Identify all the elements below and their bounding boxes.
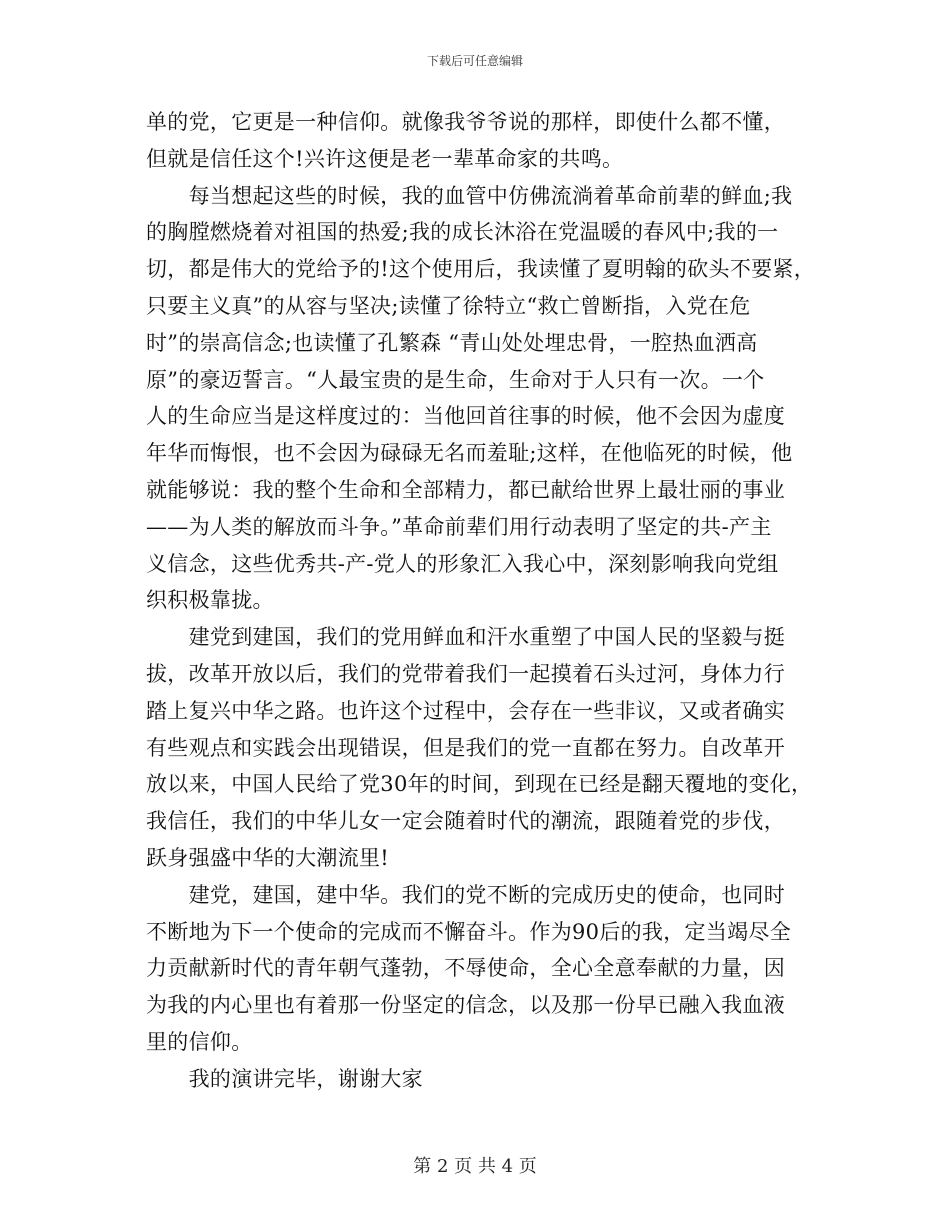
text-line: 每当想起这些的时候，我的血管中仿佛流淌着革命前辈的鲜血;我 bbox=[146, 183, 793, 208]
page-footer: 第 2 页 共 4 页 bbox=[413, 1156, 537, 1177]
text-line: 里的信仰。 bbox=[146, 1029, 253, 1054]
text-line: 单的党，它更是一种信仰。就像我爷爷说的那样，即使什么都不懂， bbox=[146, 110, 785, 134]
text-line: 不断地为下一个使命的完成而不懈奋斗。作为90后的我，定当竭尽全 bbox=[146, 919, 792, 944]
text-line: 织积极靠拢。 bbox=[146, 588, 274, 613]
text-line: 就能够说：我的整个生命和全部精力，都已献给世界上最壮丽的事业 bbox=[146, 477, 785, 502]
text-line: 建党，建国，建中华。我们的党不断的完成历史的使命，也同时 bbox=[146, 882, 785, 907]
text-line: 为我的内心里也有着那一份坚定的信念，以及那一份早已融入我血液 bbox=[146, 993, 785, 1018]
text-line: 跃身强盛中华的大潮流里! bbox=[146, 845, 390, 870]
text-line: 年华而悔恨，也不会因为碌碌无名而羞耻;这样，在他临死的时候，他 bbox=[146, 441, 793, 466]
text-line: 放以来，中国人民给了党30年的时间，到现在已经是翻天覆地的变化， bbox=[146, 772, 813, 797]
text-line: 原”的豪迈誓言。“人最宝贵的是生命，生命对于人只有一次。一个 bbox=[146, 367, 765, 392]
text-line: 只要主义真”的从容与坚决;读懂了徐特立“救亡曾断指，入党在危 bbox=[146, 293, 751, 318]
text-line: 义信念，这些优秀共-产-党人的形象汇入我心中，深刻影响我向党组 bbox=[146, 551, 779, 576]
text-line: 时”的崇高信念;也读懂了孔繁森 “青山处处埋忠骨，一腔热血洒高 bbox=[146, 330, 758, 355]
text-line: 踏上复兴中华之路。也许这个过程中，会存在一些非议，又或者确实 bbox=[146, 698, 785, 723]
text-line: 我的演讲完毕，谢谢大家 bbox=[146, 1066, 423, 1091]
text-line: 我信任，我们的中华儿女一定会随着时代的潮流，跟随着党的步伐， bbox=[146, 809, 785, 834]
text-line: ——为人类的解放而斗争。”革命前辈们用行动表明了坚定的共-产主 bbox=[146, 514, 772, 539]
text-line: 有些观点和实践会出现错误，但是我们的党一直都在努力。自改革开 bbox=[146, 735, 785, 760]
text-line: 建党到建国，我们的党用鲜血和汗水重塑了中国人民的坚毅与挺 bbox=[146, 625, 785, 650]
text-line: 但就是信任这个!兴许这便是老一辈革命家的共鸣。 bbox=[146, 146, 624, 171]
page-header: 下载后可任意编辑 bbox=[426, 54, 523, 68]
text-line: 拔，改革开放以后，我们的党带着我们一起摸着石头过河，身体力行 bbox=[146, 661, 785, 686]
document-body bbox=[146, 104, 826, 1098]
text-line: 的胸膛燃烧着对祖国的热爱;我的成长沐浴在党温暖的春风中;我的一 bbox=[146, 220, 779, 245]
text-line: 人的生命应当是这样度过的：当他回首往事的时候，他不会因为虚度 bbox=[146, 404, 785, 429]
text-line: 力贡献新时代的青年朝气蓬勃，不辱使命，全心全意奉献的力量，因 bbox=[146, 956, 785, 981]
text-line: 切，都是伟大的党给予的!这个使用后，我读懂了夏明翰的砍头不要紧， bbox=[146, 257, 816, 282]
